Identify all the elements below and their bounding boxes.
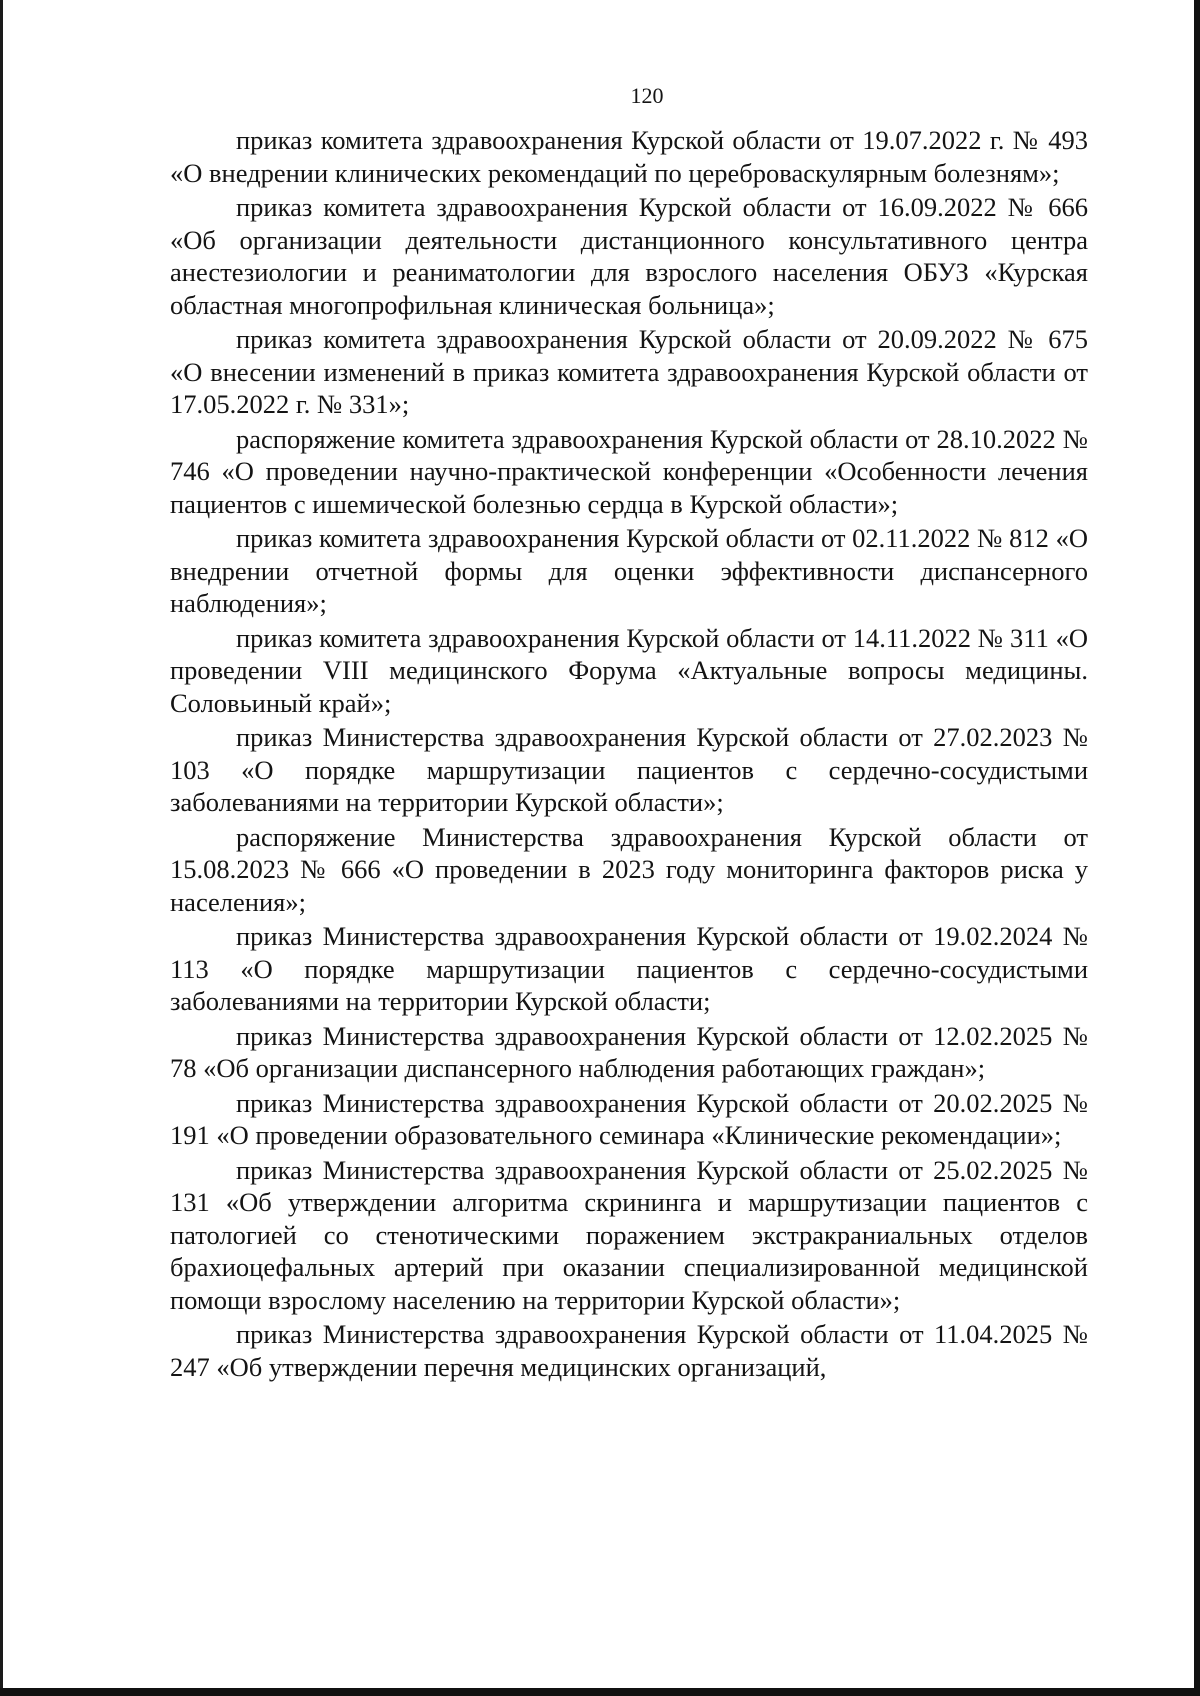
scan-edge-right — [1194, 0, 1200, 1696]
page-number: 120 — [630, 83, 664, 108]
list-item: приказ Министерства здравоохранения Курской области от 19.02.2024 № 113 «О порядке маршрутизации пациентов с сердечно-сосудистыми заболеваниями на территории Курской области; — [170, 921, 1088, 1016]
list-item: приказ комитета здравоохранения Курской области от 14.11.2022 № 311 «О проведении VIII медицинского Форума «Актуальные вопросы медицины. Соловьиный край»; — [170, 622, 1088, 718]
list-item: приказ Министерства здравоохранения Курской области от 12.02.2025 № 78 «Об организации диспансерного наблюдения работающих граждан»; — [170, 1020, 1088, 1083]
document-page — [170, 80, 1088, 1383]
list-item: приказ Министерства здравоохранения Курской области от 27.02.2023 № 103 «О порядке маршрутизации пациентов с сердечно-сосудистыми заболеваниями на территории Курской области»; — [170, 722, 1088, 817]
scan-edge-left — [0, 0, 3, 1696]
scan-edge-bottom — [0, 1688, 1200, 1696]
list-item: приказ комитета здравоохранения Курской области от 20.09.2022 № 675 «О внесении изменений в приказ комитета здравоохранения Курской области от 17.05.2022 г. № 331»; — [170, 324, 1088, 419]
list-item: приказ комитета здравоохранения Курской области от 19.07.2022 г. № 493 «О внедрении клинических рекомендаций по цереброваскулярным болезням»; — [170, 125, 1088, 188]
list-item: распоряжение комитета здравоохранения Курской области от 28.10.2022 № 746 «О проведении научно-практической конференции «Особенности лечения пациентов с ишемической болезнью сердца в Курской области»; — [170, 423, 1088, 519]
list-item: распоряжение Министерства здравоохранения Курской области от 15.08.2023 № 666 «О проведении в 2023 году мониторинга факторов риска у населения»; — [170, 821, 1088, 917]
list-item: приказ Министерства здравоохранения Курской области от 11.04.2025 № 247 «Об утверждении перечня медицинских организаций, — [170, 1319, 1088, 1382]
list-item: приказ комитета здравоохранения Курской области от 02.11.2022 № 812 «О внедрении отчетной формы для оценки эффективности диспансерного наблюдения»; — [170, 523, 1088, 618]
list-item: приказ комитета здравоохранения Курской области от 16.09.2022 № 666 «Об организации деятельности дистанционного консультативного центра анестезиологии и реаниматологии для взрослого населения ОБУЗ «Курская областная многопрофильная клиническая больница»; — [170, 192, 1088, 320]
list-item: приказ Министерства здравоохранения Курской области от 20.02.2025 № 191 «О проведении образовательного семинара «Клинические рекомендации»; — [170, 1087, 1088, 1150]
list-item: приказ Министерства здравоохранения Курской области от 25.02.2025 № 131 «Об утверждении алгоритма скрининга и маршрутизации пациентов с патологией со стенотическими поражением экстракраниальных отделов брахиоцефальных артерий при оказании специализированной медицинской помощи взрослому населению на территории Курской области»; — [170, 1154, 1088, 1315]
